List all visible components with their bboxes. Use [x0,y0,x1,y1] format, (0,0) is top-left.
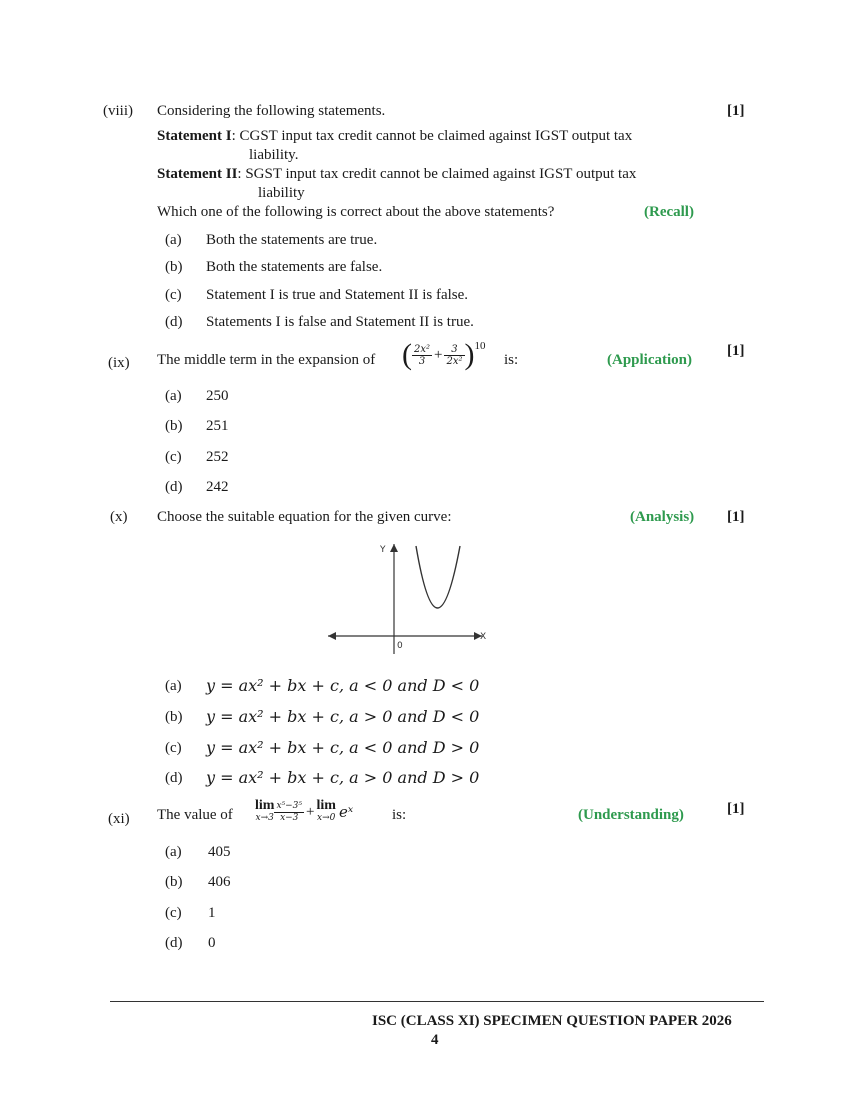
option-label: (d) [165,314,183,330]
question-prompt: Which one of the following is correct about the above statements? [157,204,555,220]
question-text: The value of [157,807,233,823]
marks: [1] [727,801,745,817]
option-text: 0 [208,935,216,951]
option-label: (b) [165,418,183,434]
page-number: 4 [431,1032,439,1048]
statement-2-continuation: liability [258,185,305,201]
statement-1 [157,128,632,145]
option-text: 252 [206,449,229,465]
option-text: 251 [206,418,229,434]
option-label: (d) [165,479,183,495]
option-label: (c) [165,449,182,465]
option-label: (b) [165,709,183,725]
limit-fraction: $\frac{\text{x⁵−3⁵}}{x-3}$ [276,800,303,823]
option-label: (b) [165,259,183,275]
y-axis-arrow [390,544,398,552]
footer-title: ISC (CLASS XI) SPECIMEN QUESTION PAPER 2026 [372,1013,732,1029]
question-text: Considering the following statements. [157,103,386,119]
option-text: Statements I is false and Statement II is true. [206,314,474,330]
option-text: 406 [208,874,231,890]
option-text: 1 [208,905,216,921]
option-label: (c) [165,740,182,756]
statement-1-text: : CGST input tax credit cannot be claimed against IGST output tax [231,128,633,144]
option-equation: y = ax² + bx + c, a > 0 and D > 0 [206,768,480,787]
option-label: (a) [165,232,182,248]
footer-rule [110,1001,764,1002]
option-label: (c) [165,905,182,921]
option-label: (c) [165,287,182,303]
question-suffix: is: [392,807,407,823]
option-label: (a) [165,388,182,404]
limit-expression [255,800,353,836]
statement-1-label: Statement I [157,128,232,144]
statement-1-continuation: liability. [249,147,299,163]
plus-sign: + [434,346,443,363]
plus-sign: + [306,803,315,820]
option-text: Statement I is true and Statement II is false. [206,287,469,303]
option-equation: y = ax² + bx + c, a < 0 and D > 0 [206,738,480,757]
option-label: (a) [165,844,182,860]
option-text: 250 [206,388,229,404]
statement-2-text: : SGST input tax credit cannot be claimed against IGST output tax [237,166,637,182]
parabola-curve [416,546,460,608]
question-text: Choose the suitable equation for the given curve: [157,509,452,525]
option-label: (b) [165,874,183,890]
x-axis-arrow-left [328,632,336,640]
question-suffix: is: [504,352,519,368]
option-text: Both the statements are true. [206,232,378,248]
option-equation: y = ax² + bx + c, a > 0 and D < 0 [206,707,480,726]
question-number: (viii) [103,103,133,119]
option-label: (d) [165,770,183,786]
binomial-expression [402,340,486,380]
x-axis-label: X [480,632,487,642]
y-axis-label: Y [380,545,386,555]
option-label: (d) [165,935,183,951]
limit-1: lim x→3 [255,798,275,823]
marks: [1] [727,509,745,525]
cognitive-tag: (Understanding) [578,807,684,823]
right-paren: ) [464,338,475,371]
option-text: 405 [208,844,231,860]
fraction-term-2: $\frac{3}{\text{2x²}}$ [446,343,463,367]
left-paren: ( [402,338,412,371]
limit-2: lim x→0 [316,798,336,823]
question-number: (x) [110,509,128,525]
parabola-graph [320,538,495,660]
cognitive-tag: (Analysis) [630,509,695,525]
option-text: Both the statements are false. [206,259,383,275]
exponential-term: eˣ [338,803,354,821]
question-number: (xi) [108,811,130,827]
option-text: 242 [206,479,229,495]
statement-2 [157,166,636,183]
exponent: 10 [474,340,486,352]
cognitive-tag: (Application) [607,352,693,368]
question-number: (ix) [108,355,130,371]
fraction-term-1: $\frac{\text{2x²}}{3}$ [414,343,431,367]
origin-label: 0 [397,641,403,651]
marks: [1] [727,103,745,119]
statement-2-label: Statement II [157,166,238,182]
question-text: The middle term in the expansion of [157,352,376,368]
option-equation: y = ax² + bx + c, a < 0 and D < 0 [206,676,480,695]
marks: [1] [727,343,745,359]
option-label: (a) [165,678,182,694]
cognitive-tag: (Recall) [644,204,694,220]
